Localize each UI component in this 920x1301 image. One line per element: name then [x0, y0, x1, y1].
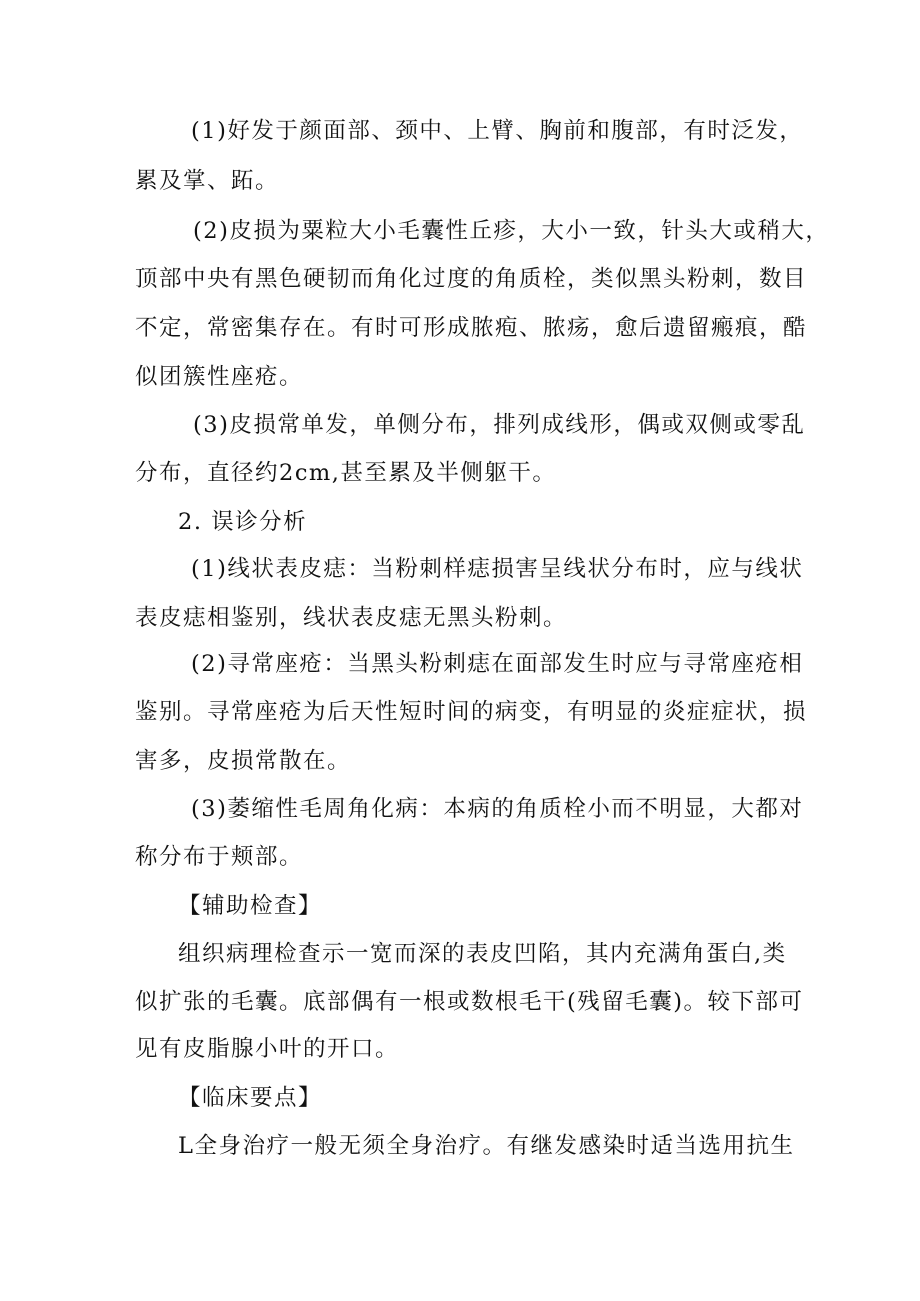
text-line: 见有皮脂腺小叶的开口。: [135, 1036, 400, 1062]
text-line: (1)好发于颜面部、颈中、上臂、胸前和腹部，有时泛发，: [191, 118, 804, 144]
text-line: L全身治疗一般无须全身治疗。有继发感染时适当选用抗生: [178, 1133, 795, 1159]
section-heading: 【辅助检查】: [178, 893, 323, 919]
section-heading: 2. 误诊分析: [178, 509, 308, 535]
text-line: (1)线状表皮痣：当粉刺样痣损害呈线状分布时，应与线状: [191, 556, 804, 582]
text-line: (3)皮损常单发，单侧分布，排列成线形，偶或双侧或零乱: [193, 412, 806, 438]
text-line: 害多，皮损常散在。: [135, 748, 352, 774]
text-line: 组织病理检查示一宽而深的表皮凹陷，其内充满角蛋白,类: [178, 941, 787, 967]
text-line: 称分布于颊部。: [135, 844, 304, 870]
text-line: 似团簇性座疮。: [135, 364, 304, 390]
text-line: (2)寻常座疮：当黑头粉刺痣在面部发生时应与寻常座疮相: [191, 651, 804, 677]
text-line: (3)萎缩性毛周角化病：本病的角质栓小而不明显，大都对: [191, 796, 804, 822]
text-line: 表皮痣相鉴别，线状表皮痣无黑头粉刺。: [135, 605, 568, 631]
text-line: 不定，常密集存在。有时可形成脓疱、脓疡，愈后遗留瘢痕，酷: [135, 315, 808, 341]
text-line: 累及掌、跖。: [135, 168, 280, 194]
text-line: 似扩张的毛囊。底部偶有一根或数根毛干(残留毛囊)。较下部可: [135, 989, 804, 1015]
section-heading: 【临床要点】: [178, 1085, 323, 1111]
text-line: 分布，直径约2cm,甚至累及半侧躯干。: [135, 460, 557, 486]
text-line: (2)皮损为粟粒大小毛囊性丘疹，大小一致，针头大或稍大，: [193, 218, 830, 244]
text-line: 顶部中央有黑色硬韧而角化过度的角质栓，类似黑头粉刺，数目: [135, 266, 808, 292]
text-line: 鉴别。寻常座疮为后天性短时间的病变，有明显的炎症症状，损: [135, 699, 808, 725]
